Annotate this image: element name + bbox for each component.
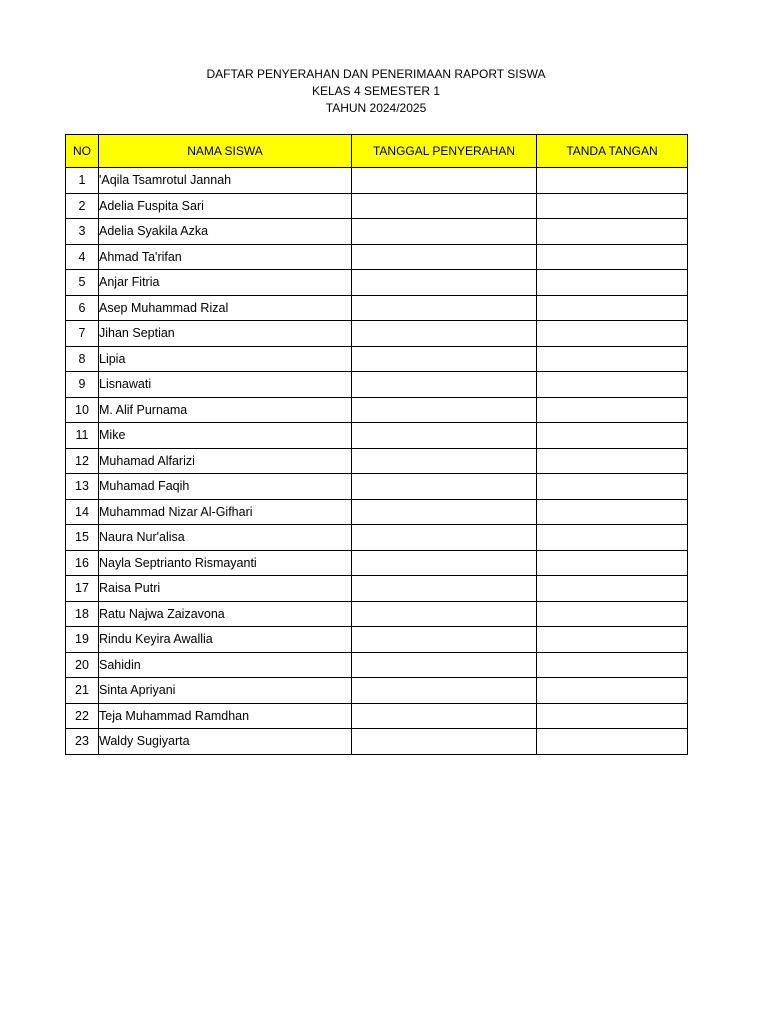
signature-cell[interactable]: [537, 219, 688, 245]
table-row: [66, 729, 688, 755]
row-number: 2: [66, 193, 99, 219]
row-number: 9: [66, 372, 99, 398]
row-number: 22: [66, 703, 99, 729]
signature-cell[interactable]: [537, 550, 688, 576]
table-row: [66, 397, 688, 423]
table-row: [66, 244, 688, 270]
row-number: 16: [66, 550, 99, 576]
row-number: 12: [66, 448, 99, 474]
handover-date-cell[interactable]: [352, 193, 537, 219]
signature-cell[interactable]: [537, 193, 688, 219]
signature-cell[interactable]: [537, 244, 688, 270]
student-name: Muhammad Nizar Al-Gifhari: [99, 499, 352, 525]
handover-date-cell[interactable]: [352, 474, 537, 500]
signature-cell[interactable]: [537, 168, 688, 194]
student-name: Ahmad Ta'rifan: [99, 244, 352, 270]
row-number: 17: [66, 576, 99, 602]
table-row: [66, 448, 688, 474]
row-number: 23: [66, 729, 99, 755]
row-number: 1: [66, 168, 99, 194]
table-row: [66, 321, 688, 347]
handover-date-cell[interactable]: [352, 550, 537, 576]
row-number: 15: [66, 525, 99, 551]
handover-date-cell[interactable]: [352, 703, 537, 729]
academic-year-label: TAHUN 2024/2025: [325, 101, 427, 115]
signature-cell[interactable]: [537, 270, 688, 296]
signature-cell[interactable]: [537, 372, 688, 398]
table-header-row: [66, 135, 688, 168]
signature-cell[interactable]: [537, 499, 688, 525]
student-name: Adelia Syakila Azka: [99, 219, 352, 245]
row-number: 18: [66, 601, 99, 627]
signature-cell[interactable]: [537, 601, 688, 627]
signature-cell[interactable]: [537, 346, 688, 372]
handover-date-cell[interactable]: [352, 525, 537, 551]
row-number: 21: [66, 678, 99, 704]
signature-cell[interactable]: [537, 448, 688, 474]
signature-cell[interactable]: [537, 652, 688, 678]
row-number: 8: [66, 346, 99, 372]
table-row: [66, 295, 688, 321]
handover-date-cell[interactable]: [352, 168, 537, 194]
row-number: 19: [66, 627, 99, 653]
student-name: Waldy Sugiyarta: [99, 729, 352, 755]
row-number: 6: [66, 295, 99, 321]
row-number: 10: [66, 397, 99, 423]
table-row: [66, 525, 688, 551]
signature-cell[interactable]: [537, 295, 688, 321]
handover-date-cell[interactable]: [352, 448, 537, 474]
class-semester-label: KELAS 4 SEMESTER 1: [311, 84, 441, 98]
table-row: [66, 168, 688, 194]
student-name: Lipia: [99, 346, 352, 372]
student-name: Muhamad Alfarizi: [99, 448, 352, 474]
document-header: [0, 66, 752, 117]
handover-date-cell[interactable]: [352, 627, 537, 653]
handover-date-cell[interactable]: [352, 397, 537, 423]
signature-cell[interactable]: [537, 576, 688, 602]
table-row: [66, 678, 688, 704]
signature-cell[interactable]: [537, 703, 688, 729]
handover-date-cell[interactable]: [352, 423, 537, 449]
column-header-student-name: NAMA SISWA: [99, 135, 352, 168]
row-number: 4: [66, 244, 99, 270]
handover-date-cell[interactable]: [352, 219, 537, 245]
handover-date-cell[interactable]: [352, 295, 537, 321]
handover-date-cell[interactable]: [352, 499, 537, 525]
document-title: DAFTAR PENYERAHAN DAN PENERIMAAN RAPORT SISWA: [206, 67, 546, 81]
signature-cell[interactable]: [537, 321, 688, 347]
column-header-handover-date: TANGGAL PENYERAHAN: [352, 135, 537, 168]
student-name: Adelia Fuspita Sari: [99, 193, 352, 219]
student-name: Muhamad Faqih: [99, 474, 352, 500]
student-name: Mike: [99, 423, 352, 449]
student-name: Asep Muhammad Rizal: [99, 295, 352, 321]
table-row: [66, 270, 688, 296]
handover-date-cell[interactable]: [352, 321, 537, 347]
student-name: Jihan Septian: [99, 321, 352, 347]
table-row: [66, 346, 688, 372]
student-name: Rindu Keyira Awallia: [99, 627, 352, 653]
student-name: Raisa Putri: [99, 576, 352, 602]
table-row: [66, 372, 688, 398]
table-row: [66, 423, 688, 449]
row-number: 14: [66, 499, 99, 525]
table-row: [66, 627, 688, 653]
handover-date-cell[interactable]: [352, 652, 537, 678]
table-row: [66, 499, 688, 525]
signature-cell[interactable]: [537, 525, 688, 551]
student-name: Ratu Najwa Zaizavona: [99, 601, 352, 627]
table-row: [66, 703, 688, 729]
table-row: [66, 652, 688, 678]
table-row: [66, 193, 688, 219]
student-report-table: [65, 134, 688, 755]
row-number: 3: [66, 219, 99, 245]
row-number: 13: [66, 474, 99, 500]
row-number: 7: [66, 321, 99, 347]
student-name: Nayla Septrianto Rismayanti: [99, 550, 352, 576]
student-name: Anjar Fitria: [99, 270, 352, 296]
student-name: Sinta Apriyani: [99, 678, 352, 704]
table-row: [66, 474, 688, 500]
column-header-signature: TANDA TANGAN: [537, 135, 688, 168]
table-row: [66, 219, 688, 245]
table-body: [66, 168, 688, 755]
row-number: 20: [66, 652, 99, 678]
table-row: [66, 601, 688, 627]
signature-cell[interactable]: [537, 423, 688, 449]
student-name: Teja Muhammad Ramdhan: [99, 703, 352, 729]
signature-cell[interactable]: [537, 678, 688, 704]
student-name: M. Alif Purnama: [99, 397, 352, 423]
table-row: [66, 550, 688, 576]
row-number: 11: [66, 423, 99, 449]
signature-cell[interactable]: [537, 474, 688, 500]
handover-date-cell[interactable]: [352, 729, 537, 755]
student-name: 'Aqila Tsamrotul Jannah: [99, 168, 352, 194]
handover-date-cell[interactable]: [352, 244, 537, 270]
signature-cell[interactable]: [537, 627, 688, 653]
signature-cell[interactable]: [537, 729, 688, 755]
student-name: Sahidin: [99, 652, 352, 678]
row-number: 5: [66, 270, 99, 296]
signature-cell[interactable]: [537, 397, 688, 423]
handover-date-cell[interactable]: [352, 576, 537, 602]
handover-date-cell[interactable]: [352, 346, 537, 372]
handover-date-cell[interactable]: [352, 601, 537, 627]
handover-date-cell[interactable]: [352, 270, 537, 296]
table-row: [66, 576, 688, 602]
handover-date-cell[interactable]: [352, 372, 537, 398]
student-name: Naura Nur'alisa: [99, 525, 352, 551]
handover-date-cell[interactable]: [352, 678, 537, 704]
student-name: Lisnawati: [99, 372, 352, 398]
column-header-no: NO: [66, 135, 99, 168]
